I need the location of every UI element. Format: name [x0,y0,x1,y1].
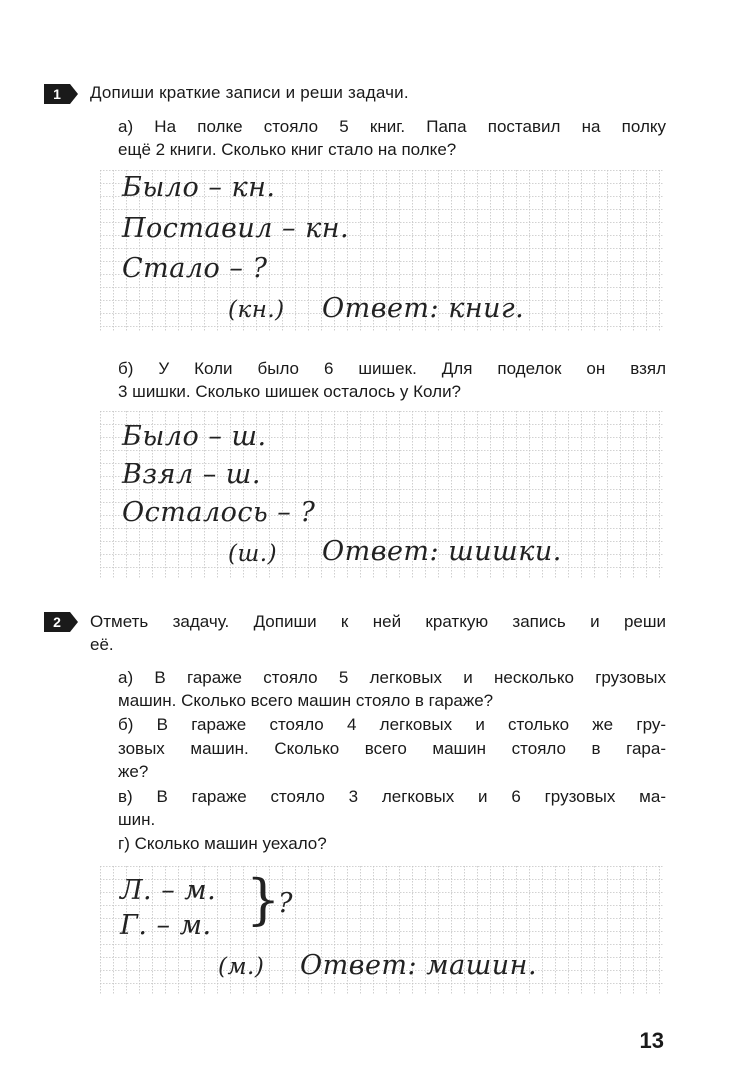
page-number: 13 [639,1028,664,1053]
handwritten-entry: Л. – м. [120,875,217,906]
task-number: 1 [53,86,61,102]
problem-text-line: б) В гараже стояло 4 легковых и столько же гру- [118,715,666,734]
handwritten-entry: Было – ш. [122,421,267,452]
handwritten-entry: Г. – м. [120,910,212,941]
problem-text-line: 3 шишки. Сколько шишек осталось у Коли? [118,382,462,401]
problem-text-line: машин. Сколько всего машин стояло в гараже? [118,691,494,710]
handwritten-answer: Ответ: шишки. [322,536,562,567]
problem-text-line: же? [118,762,149,781]
handwritten-entry: Поставил – кн. [122,213,350,244]
handwritten-question: ? [278,888,293,919]
handwritten-entry: Было – кн. [122,172,276,203]
handwritten-unit: (м.) [218,954,265,980]
problem-text-line: в) В гараже стояло 3 легковых и 6 грузовых ма- [118,787,666,806]
handwritten-unit: (кн.) [228,297,285,323]
problem-text-line: б) У Коли было 6 шишек. Для поделок он взял [118,359,666,378]
task-number: 2 [53,614,61,630]
handwritten-unit: (ш.) [228,541,278,567]
task-title: её. [90,635,114,654]
problem-text-line: а) На полке стояло 5 книг. Папа поставил на полку [118,117,666,136]
task-number-badge [44,612,78,632]
task-title: Допиши краткие записи и реши задачи. [90,83,409,102]
handwritten-answer: Ответ: машин. [300,950,538,981]
handwritten-answer: Ответ: книг. [322,293,525,324]
problem-text-line: зовых машин. Сколько всего машин стояло в гара- [118,739,666,758]
task-title: Отметь задачу. Допиши к ней краткую запись и реши [90,612,666,631]
brace: } [246,868,281,931]
problem-text-line: ещё 2 книги. Сколько книг стало на полке? [118,140,457,159]
handwritten-entry: Взял – ш. [122,459,261,490]
handwritten-entry: Стало – ? [122,253,268,284]
problem-text-line: г) Сколько машин уехало? [118,834,327,853]
task-number-badge [44,84,78,104]
problem-text-line: а) В гараже стояло 5 легковых и несколько грузовых [118,668,666,687]
problem-text-line: шин. [118,810,156,829]
handwritten-entry: Осталось – ? [122,497,316,528]
